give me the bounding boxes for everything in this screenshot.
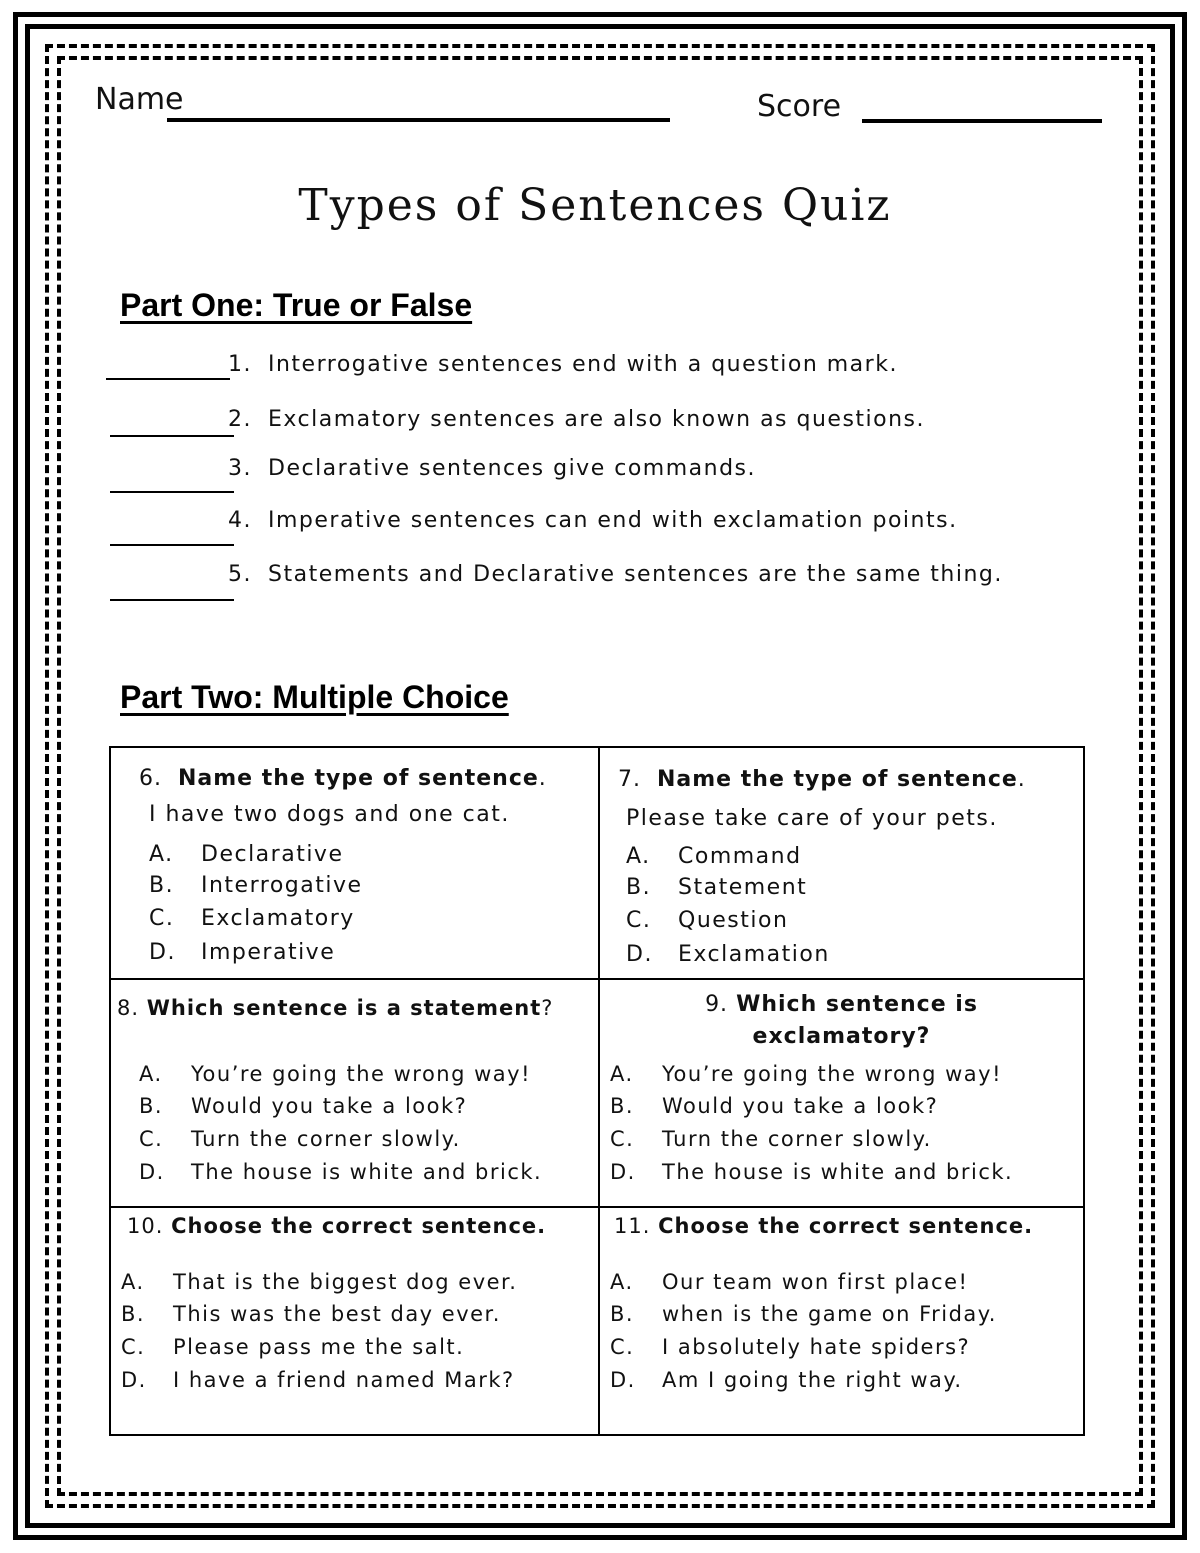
option-text: Command — [678, 844, 802, 869]
answer-option[interactable] — [121, 1302, 501, 1326]
question-sentence: Please take care of your pets. — [626, 806, 998, 831]
tf-answer-blank[interactable] — [110, 491, 234, 493]
question-number: 9. — [705, 992, 729, 1017]
option-letter: A. — [121, 1270, 145, 1294]
option-text: when is the game on Friday. — [662, 1302, 997, 1326]
option-text: This was the best day ever. — [173, 1302, 501, 1326]
option-text: The house is white and brick. — [191, 1160, 543, 1184]
answer-option[interactable] — [139, 1062, 531, 1086]
tf-item — [106, 562, 1106, 612]
option-letter: B. — [139, 1094, 164, 1118]
option-letter: A. — [626, 844, 651, 869]
option-letter: A. — [149, 842, 174, 867]
answer-option[interactable] — [139, 1160, 542, 1184]
question-number: 10. — [127, 1214, 164, 1238]
option-letter: B. — [149, 873, 175, 898]
answer-option[interactable] — [626, 942, 830, 967]
option-letter: C. — [139, 1127, 164, 1151]
tf-item — [106, 352, 1106, 402]
tf-statement: Imperative sentences can end with exclamation points. — [268, 508, 958, 533]
option-text: That is the biggest dog ever. — [173, 1270, 518, 1294]
question-9-heading — [600, 989, 1083, 1053]
question-6-cell — [111, 748, 598, 978]
question-8-cell — [111, 980, 598, 1206]
tf-answer-blank[interactable] — [110, 544, 234, 546]
answer-option[interactable] — [610, 1062, 1002, 1086]
answer-option[interactable] — [121, 1335, 464, 1359]
option-letter: D. — [626, 942, 653, 967]
option-text: You’re going the wrong way! — [662, 1062, 1003, 1086]
option-letter: A. — [610, 1270, 634, 1294]
answer-option[interactable] — [610, 1302, 997, 1326]
option-text: Exclamation — [678, 942, 830, 967]
question-sentence: I have two dogs and one cat. — [149, 802, 510, 827]
option-letter: B. — [610, 1302, 635, 1326]
question-prompt: Choose the correct sentence. — [171, 1214, 547, 1238]
question-7-heading — [618, 767, 1026, 792]
option-text: Would you take a look? — [191, 1094, 468, 1118]
option-text: Question — [678, 908, 789, 933]
option-letter: C. — [121, 1335, 146, 1359]
question-9-cell — [600, 980, 1083, 1206]
tf-number: 2. — [228, 407, 252, 432]
tf-answer-blank[interactable] — [106, 378, 230, 380]
option-letter: D. — [149, 940, 176, 965]
question-number: 7. — [618, 767, 641, 792]
answer-option[interactable] — [610, 1368, 963, 1392]
tf-number: 5. — [228, 562, 252, 587]
option-letter: D. — [139, 1160, 165, 1184]
question-number: 6. — [139, 766, 162, 791]
option-text: Please pass me the salt. — [173, 1335, 465, 1359]
part-one-heading: Part One: True or False — [120, 287, 473, 323]
option-text: Am I going the right way. — [662, 1368, 963, 1392]
option-text: Statement — [678, 875, 808, 900]
tf-statement: Interrogative sentences end with a question mark. — [268, 352, 898, 377]
option-text: Turn the corner slowly. — [191, 1127, 461, 1151]
answer-option[interactable] — [626, 908, 788, 933]
answer-option[interactable] — [626, 875, 807, 900]
option-text: Exclamatory — [201, 906, 355, 931]
option-text: Would you take a look? — [662, 1094, 939, 1118]
question-11-heading — [614, 1214, 1033, 1238]
part-two-heading: Part Two: Multiple Choice — [120, 679, 509, 715]
option-letter: B. — [610, 1094, 635, 1118]
question-number: 11. — [614, 1214, 651, 1238]
tf-answer-blank[interactable] — [110, 435, 234, 437]
question-punct: . — [538, 766, 547, 791]
tf-statement: Exclamatory sentences are also known as questions. — [268, 407, 926, 432]
option-text: I absolutely hate spiders? — [662, 1335, 971, 1359]
option-text: Imperative — [201, 940, 336, 965]
option-text: Interrogative — [201, 873, 363, 898]
option-letter: D. — [121, 1368, 147, 1392]
question-11-cell — [600, 1208, 1083, 1434]
question-10-heading — [127, 1214, 546, 1238]
question-prompt: Which sentence is a statement — [146, 996, 542, 1020]
answer-option[interactable] — [610, 1160, 1013, 1184]
multiple-choice-table — [109, 746, 1085, 1436]
answer-option[interactable] — [626, 844, 802, 869]
tf-item — [106, 456, 1106, 506]
answer-option[interactable] — [610, 1127, 932, 1151]
question-prompt: Name the type of sentence — [657, 767, 1018, 792]
question-prompt: Name the type of sentence — [178, 766, 539, 791]
question-6-heading — [139, 766, 547, 791]
answer-option[interactable] — [121, 1368, 515, 1392]
question-8-heading — [117, 996, 553, 1020]
answer-option[interactable] — [149, 906, 355, 931]
option-letter: A. — [610, 1062, 634, 1086]
option-letter: B. — [121, 1302, 146, 1326]
option-letter: C. — [626, 908, 652, 933]
option-text: You’re going the wrong way! — [191, 1062, 532, 1086]
option-letter: C. — [149, 906, 175, 931]
page-title: Types of Sentences Quiz — [298, 180, 892, 231]
answer-option[interactable] — [149, 842, 343, 867]
question-punct: ? — [541, 996, 554, 1020]
tf-number: 4. — [228, 508, 252, 533]
answer-option[interactable] — [610, 1270, 968, 1294]
tf-item — [106, 508, 1106, 558]
tf-statement: Declarative sentences give commands. — [268, 456, 756, 481]
question-prompt-line2: exclamatory? — [752, 1024, 931, 1049]
name-label: Name — [95, 82, 184, 117]
tf-answer-blank[interactable] — [110, 599, 234, 601]
answer-option[interactable] — [149, 940, 335, 965]
answer-option[interactable] — [121, 1270, 517, 1294]
option-letter: B. — [626, 875, 652, 900]
answer-option[interactable] — [610, 1094, 938, 1118]
answer-option[interactable] — [149, 873, 363, 898]
option-letter: D. — [610, 1368, 636, 1392]
tf-statement: Statements and Declarative sentences are the same thing. — [268, 562, 1003, 587]
tf-item — [106, 407, 1106, 457]
option-letter: A. — [139, 1062, 163, 1086]
question-10-cell — [111, 1208, 598, 1434]
option-text: Turn the corner slowly. — [662, 1127, 932, 1151]
name-answer-line[interactable] — [167, 118, 670, 122]
option-text: I have a friend named Mark? — [173, 1368, 515, 1392]
option-letter: C. — [610, 1335, 635, 1359]
option-letter: D. — [610, 1160, 636, 1184]
tf-number: 1. — [228, 352, 252, 377]
answer-option[interactable] — [139, 1094, 467, 1118]
option-text: Declarative — [201, 842, 344, 867]
option-text: The house is white and brick. — [662, 1160, 1014, 1184]
question-7-cell — [600, 748, 1083, 978]
question-prompt: Choose the correct sentence. — [658, 1214, 1034, 1238]
score-label: Score — [757, 89, 842, 124]
answer-option[interactable] — [139, 1127, 461, 1151]
score-answer-line[interactable] — [862, 119, 1102, 123]
option-letter: C. — [610, 1127, 635, 1151]
question-prompt: Which sentence is — [736, 992, 978, 1017]
answer-option[interactable] — [610, 1335, 970, 1359]
question-number: 8. — [117, 996, 140, 1020]
tf-number: 3. — [228, 456, 252, 481]
option-text: Our team won first place! — [662, 1270, 969, 1294]
question-punct: . — [1017, 767, 1026, 792]
